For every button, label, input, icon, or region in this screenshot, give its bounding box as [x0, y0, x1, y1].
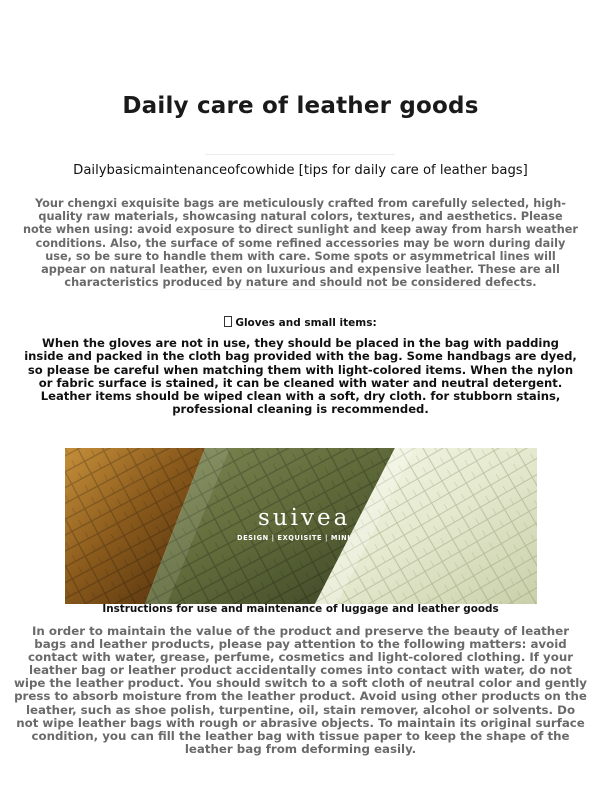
page-subtitle: Dailybasicmaintenanceofcowhide [tips for daily care of leather bags] [73, 163, 528, 178]
page-title: Daily care of leather goods [122, 93, 479, 119]
leather-banner-image [65, 448, 537, 604]
instructions-paragraph: In order to maintain the value of the product and preserve the beauty of leather bags and leather products, please pay attention to the following matters: avoid contact with water, grease, perfume, cosmetics and light-colored clothing. If your leather bag or leather product accidentally comes into contact with water, do not wipe the leather product. You should switch to a soft cloth of neutral color and gently press to absorb moisture from the leather product. Avoid using other products on the leather, such as shoe polish, turpentine, oil, stain remover, alcohol or solvents. Do not wipe leather bags with rough or abrasive objects. To maintain its original surface condition, you can fill the leather bag with tissue paper to keep the shape of the leather bag from deforming easily. [14, 624, 587, 756]
gloves-paragraph: When the gloves are not in use, they should be placed in the bag with padding inside and packed in the cloth bag provided with the bag. Some handbags are dyed, so please be careful when matching them with light-colored items. When the nylon or fabric surface is stained, it can be cleaned with water and neutral detergent. Leather items should be wiped clean with a soft, dry cloth. for stubborn stains, professional cleaning is recommended. [24, 336, 577, 417]
box-icon [224, 316, 232, 327]
intro-paragraph: Your chengxi exquisite bags are meticulously crafted from carefully selected, high-quality raw materials, showcasing natural colors, textures, and aesthetics. Please note when using: avoid exposure to direct sunlight and keep away from harsh weather conditions. Also, the surface of some refined accessories may be worn during daily use, so be sure to handle them with care. Some spots or asymmetrical lines will appear on natural leather, even on luxurious and expensive leather. These are all characteristics produced by nature and should not be considered defects. [23, 197, 578, 290]
title-divider [205, 154, 395, 155]
gloves-heading-text: Gloves and small items: [235, 317, 377, 329]
brand-tagline: DESIGN | EXQUISITE | MINI [237, 534, 351, 542]
instructions-heading: Instructions for use and maintenance of luggage and leather goods [102, 603, 499, 615]
intro-divider [200, 289, 520, 290]
brand-logo-text: suivea [258, 505, 351, 531]
gloves-heading [0, 316, 601, 329]
